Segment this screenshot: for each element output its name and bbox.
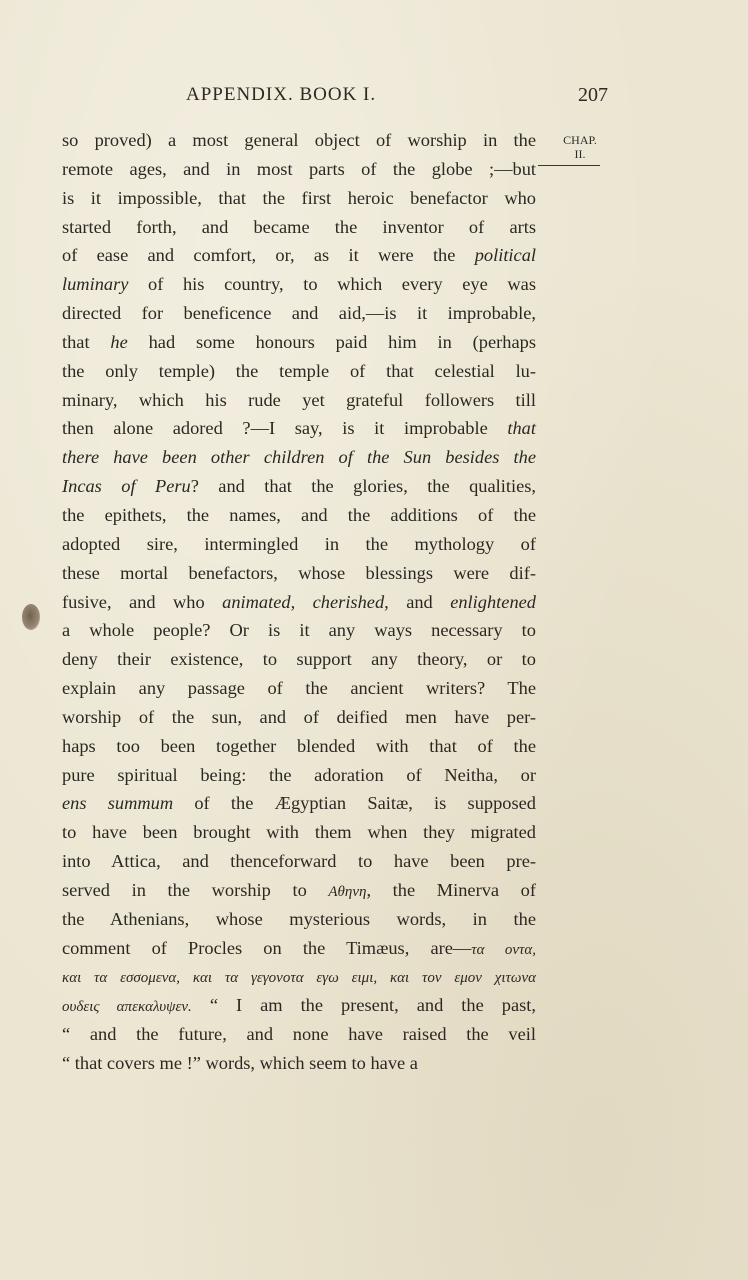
- text-line: [62, 876, 536, 905]
- margin-chapter-label: CHAP.: [563, 133, 597, 147]
- text-line: [62, 789, 536, 818]
- text-line: [62, 530, 536, 559]
- text-segment: had some honours paid him in (perhaps: [127, 331, 536, 352]
- greek-text: ουδεις απεκαλυψεν.: [62, 999, 192, 1016]
- greek-text: τα οντα,: [471, 941, 536, 958]
- text-segment: a whole people? Or is it any ways necessary to: [62, 620, 536, 641]
- text-line: [62, 299, 536, 328]
- text-line: [62, 962, 536, 991]
- text-line: [62, 357, 536, 386]
- text-segment: that: [62, 331, 111, 352]
- text-segment: “ that covers me !” words, which seem to have a: [62, 1053, 418, 1073]
- text-line: [62, 847, 536, 876]
- italic-text: political: [474, 245, 536, 266]
- italic-text: Incas of Peru: [62, 476, 191, 497]
- text-segment: fusive, and who: [62, 591, 223, 612]
- text-segment: remote ages, and in most parts of the globe ;—but: [62, 158, 536, 179]
- text-line: [62, 328, 536, 357]
- text-line: [62, 155, 536, 184]
- text-segment: of ease and comfort, or, as it were the: [62, 245, 475, 266]
- text-segment: minary, which his rude yet grateful followers till: [62, 389, 536, 410]
- text-line: [62, 934, 536, 963]
- text-line: [62, 818, 536, 847]
- text-segment: ? and that the glories, the qualities,: [190, 476, 536, 497]
- text-line: [62, 443, 536, 472]
- text-line: [62, 213, 536, 242]
- text-segment: “ I am the present, and the past,: [191, 995, 536, 1016]
- text-line: [62, 1020, 536, 1049]
- text-segment: comment of Procles on the Timæus, are—: [62, 937, 472, 958]
- greek-text: και τα εσσομενα, και τα γεγονοτα εγω ειμι, και τον εμον χιτωνα: [62, 970, 536, 987]
- text-segment: and: [388, 591, 451, 612]
- text-segment: explain any passage of the ancient writers? The: [62, 678, 536, 699]
- text-segment: haps too been together blended with that of the: [62, 735, 536, 756]
- text-line: [62, 472, 536, 501]
- text-line: [62, 270, 536, 299]
- margin-chapter-note: [552, 133, 608, 166]
- text-segment: deny their existence, to support any theory, or to: [62, 649, 536, 670]
- text-segment: then alone adored ?—I say, is it improbable: [62, 418, 508, 439]
- text-segment: the epithets, the names, and the additions of the: [62, 504, 536, 525]
- text-segment: served in the worship to: [62, 879, 329, 900]
- greek-text: Αθηνη: [328, 883, 367, 900]
- body-text: [62, 126, 536, 1078]
- text-segment: adopted sire, intermingled in the mythology of: [62, 533, 536, 554]
- text-segment: started forth, and became the inventor of arts: [62, 216, 536, 237]
- italic-text: enlightened: [450, 591, 536, 612]
- italic-text: that: [507, 418, 536, 439]
- page-number: 207: [578, 84, 608, 106]
- text-segment: of the Ægyptian Saitæ, is supposed: [173, 793, 536, 814]
- text-segment: “ and the future, and none have raised the veil: [62, 1024, 536, 1045]
- text-segment: the only temple) the temple of that celestial lu-: [62, 360, 536, 381]
- italic-text: animated, cherished,: [222, 591, 389, 612]
- text-segment: of his country, to which every eye was: [128, 274, 536, 295]
- italic-text: luminary: [62, 274, 129, 295]
- text-line: [62, 241, 536, 270]
- text-line: [62, 616, 536, 645]
- text-segment: so proved) a most general object of worship in the: [62, 130, 536, 150]
- text-segment: the Athenians, whose mysterious words, in the: [62, 908, 536, 929]
- italic-text: there have been other children of the Sun besides the: [62, 447, 536, 468]
- text-line: [62, 732, 536, 761]
- text-line: [62, 761, 536, 790]
- italic-text: ens summum: [62, 793, 174, 814]
- margin-rule: [538, 165, 600, 166]
- text-line: [62, 184, 536, 213]
- running-head: APPENDIX. BOOK I.: [186, 84, 377, 105]
- text-line: [62, 414, 536, 443]
- text-line: [62, 991, 536, 1020]
- text-line: [62, 386, 536, 415]
- text-segment: into Attica, and thenceforward to have been pre-: [62, 851, 536, 872]
- text-line: [62, 1049, 536, 1078]
- text-line: [62, 645, 536, 674]
- italic-text: he: [110, 331, 128, 352]
- text-segment: , the Minerva of: [366, 879, 536, 900]
- margin-chapter-number: II.: [574, 147, 586, 161]
- text-segment: is it impossible, that the first heroic benefactor who: [62, 187, 536, 208]
- text-line: [62, 905, 536, 934]
- text-line: [62, 674, 536, 703]
- text-segment: worship of the sun, and of deified men have per-: [62, 706, 536, 727]
- text-line: [62, 501, 536, 530]
- ink-stain: [22, 604, 40, 630]
- text-line: [62, 126, 536, 155]
- text-segment: to have been brought with them when they migrated: [62, 822, 536, 843]
- text-line: [62, 588, 536, 617]
- text-line: [62, 703, 536, 732]
- text-segment: directed for beneficence and aid,—is it improbable,: [62, 303, 536, 324]
- text-segment: these mortal benefactors, whose blessings were dif-: [62, 562, 536, 583]
- text-line: [62, 559, 536, 588]
- text-segment: pure spiritual being: the adoration of Neitha, or: [62, 764, 536, 785]
